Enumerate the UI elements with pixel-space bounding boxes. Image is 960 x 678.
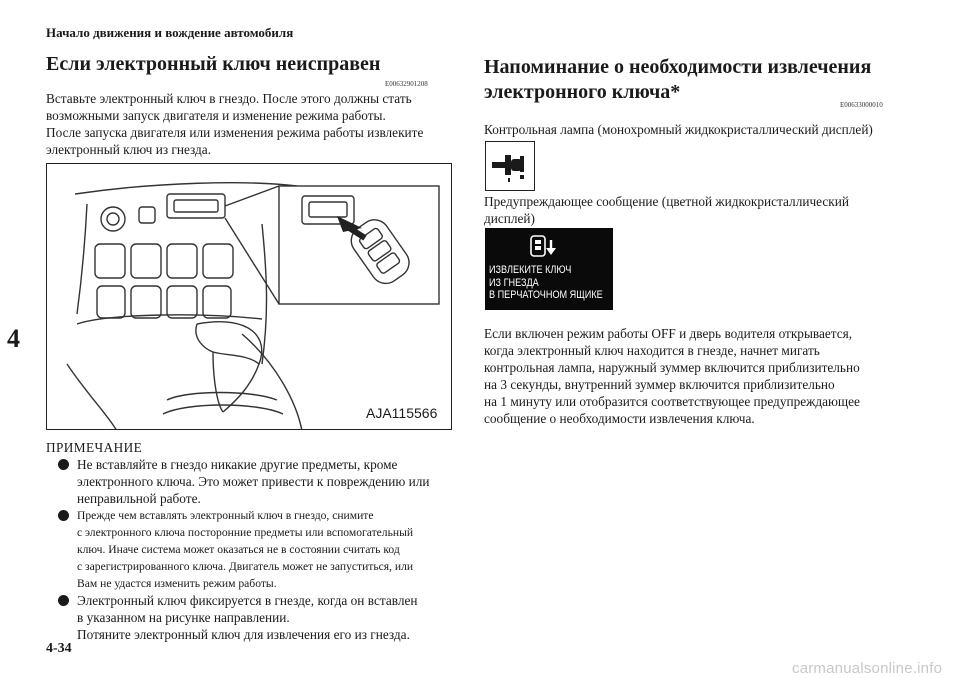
- section-code-right: E00633000010: [840, 101, 883, 109]
- key-slot-illustration: [46, 163, 452, 430]
- note-line: с зарегистрированного ключа. Двигатель может не запуститься, или: [77, 560, 414, 573]
- warning-caption: [484, 193, 894, 227]
- heading-line: Напоминание о необходимости извлечения: [484, 56, 872, 78]
- paragraph-line: контрольная лампа, наружный зуммер включится приблизительно: [484, 360, 860, 375]
- note-line: неправильной работе.: [77, 491, 201, 506]
- key-lamp-icon: [486, 142, 534, 190]
- running-header: Начало движения и вождение автомобиля: [46, 25, 294, 40]
- note-item: [58, 456, 458, 507]
- figure-label: AJA115566: [366, 405, 438, 421]
- section-heading-right: [484, 55, 904, 105]
- section-heading-left: Если электронный ключ неисправен: [46, 53, 381, 75]
- paragraph-line: на 1 минуту или отобразится соответствующее предупреждающее: [484, 394, 860, 409]
- heading-line: электронного ключа*: [484, 81, 681, 103]
- paragraph-line: Вставьте электронный ключ в гнездо. После этого должны стать: [46, 91, 412, 106]
- note-line: в указанном на рисунке направлении.: [77, 610, 290, 625]
- watermark: carmanualsonline.info: [792, 660, 943, 677]
- caption-line: дисплей): [484, 211, 535, 226]
- lcd-line: В ПЕРЧАТОЧНОМ ЯЩИКЕ: [489, 289, 603, 301]
- note-item: [58, 507, 458, 592]
- key-warning-lamp: [485, 141, 535, 191]
- note-line: Электронный ключ фиксируется в гнезде, когда он вставлен: [77, 593, 418, 608]
- lcd-line: ИЗВЛЕКИТЕ КЛЮЧ: [489, 264, 572, 276]
- paragraph-line: После запуска двигателя или изменения режима работы извлеките: [46, 125, 424, 140]
- note-line: Потяните электронный ключ для извлечения его из гнезда.: [77, 627, 410, 642]
- intro-paragraph: [46, 90, 458, 158]
- note-line: ключ. Иначе система может оказаться не в состоянии считать код: [77, 543, 400, 556]
- page-number: 4-34: [46, 641, 72, 656]
- bullet-icon: [58, 595, 69, 606]
- paragraph-line: возможными запуск двигателя и изменение режима работы.: [46, 108, 386, 123]
- note-item: [58, 592, 458, 643]
- note-line: Не вставляйте в гнездо никакие другие предметы, кроме: [77, 457, 398, 472]
- key-in-slot-icon: [529, 234, 563, 260]
- lcd-warning-display: [485, 228, 613, 310]
- paragraph-line: электронный ключ из гнезда.: [46, 142, 212, 157]
- caption-line: Предупреждающее сообщение (цветной жидкокристаллический: [484, 194, 849, 209]
- lcd-line: ИЗ ГНЕЗДА: [489, 276, 539, 289]
- note-line: с электронного ключа посторонние предметы или вспомогательный: [77, 526, 414, 539]
- note-line: Вам не удастся изменить режим работы.: [77, 577, 277, 590]
- bullet-icon: [58, 459, 69, 470]
- note-line: Прежде чем вставлять электронный ключ в гнездо, снимите: [77, 509, 374, 522]
- note-line: электронного ключа. Это может привести к повреждению или: [77, 474, 430, 489]
- reminder-paragraph: [484, 325, 914, 427]
- bullet-icon: [58, 510, 69, 521]
- paragraph-line: когда электронный ключ находится в гнезде, начнет мигать: [484, 343, 820, 358]
- chapter-tab: 4: [7, 324, 20, 353]
- illustration-drawing: [47, 164, 452, 430]
- lcd-message: [489, 264, 603, 302]
- paragraph-line: на 3 секунды, внутренний зуммер включится приблизительно: [484, 377, 835, 392]
- note-list: [58, 456, 458, 643]
- section-code-left: E00632901208: [385, 80, 428, 88]
- note-title: ПРИМЕЧАНИЕ: [46, 440, 143, 455]
- paragraph-line: Если включен режим работы OFF и дверь водителя открывается,: [484, 326, 853, 341]
- lamp-caption: Контрольная лампа (монохромный жидкокристаллический дисплей): [484, 122, 873, 137]
- paragraph-line: сообщение о необходимости извлечения ключа.: [484, 411, 755, 426]
